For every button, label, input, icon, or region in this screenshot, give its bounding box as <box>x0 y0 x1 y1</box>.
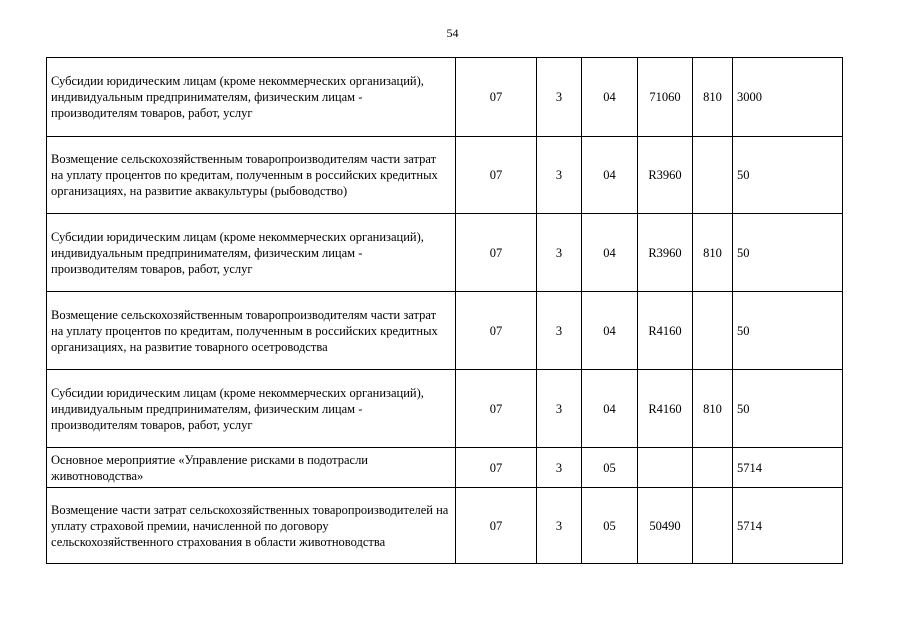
code-4: 50490 <box>638 488 693 564</box>
budget-table <box>46 57 843 564</box>
code-1: 07 <box>456 488 537 564</box>
code-1: 07 <box>456 214 537 292</box>
code-3: 04 <box>582 214 638 292</box>
code-1: 07 <box>456 370 537 448</box>
item-name: Основное мероприятие «Управление рисками в подотрасли животноводства» <box>47 448 456 488</box>
code-4: R3960 <box>638 214 693 292</box>
amount: 5714 <box>733 448 843 488</box>
code-5: 810 <box>693 214 733 292</box>
item-name: Субсидии юридическим лицам (кроме некоммерческих организаций), индивидуальным предпринимателям, физическим лицам - производителям товаров, работ, услуг <box>47 58 456 137</box>
amount: 50 <box>733 370 843 448</box>
code-2: 3 <box>537 448 582 488</box>
code-2: 3 <box>537 137 582 214</box>
code-3: 05 <box>582 488 638 564</box>
table-row <box>47 370 843 448</box>
code-1: 07 <box>456 58 537 137</box>
code-3: 04 <box>582 58 638 137</box>
code-4: R4160 <box>638 370 693 448</box>
amount: 50 <box>733 137 843 214</box>
table-row <box>47 292 843 370</box>
code-1: 07 <box>456 292 537 370</box>
code-5 <box>693 448 733 488</box>
table-row <box>47 448 843 488</box>
code-2: 3 <box>537 370 582 448</box>
code-3: 04 <box>582 292 638 370</box>
code-2: 3 <box>537 488 582 564</box>
code-5: 810 <box>693 58 733 137</box>
code-1: 07 <box>456 448 537 488</box>
code-3: 04 <box>582 137 638 214</box>
table-row <box>47 137 843 214</box>
code-3: 05 <box>582 448 638 488</box>
table-row <box>47 58 843 137</box>
amount: 5714 <box>733 488 843 564</box>
table-row <box>47 488 843 564</box>
item-name: Возмещение сельскохозяйственным товаропроизводителям части затрат на уплату процентов по кредитам, полученным в российских кредитных организациях, на развитие товарного осетроводства <box>47 292 456 370</box>
code-4 <box>638 448 693 488</box>
code-2: 3 <box>537 214 582 292</box>
code-4: 71060 <box>638 58 693 137</box>
item-name: Субсидии юридическим лицам (кроме некоммерческих организаций), индивидуальным предпринимателям, физическим лицам - производителям товаров, работ, услуг <box>47 370 456 448</box>
amount: 50 <box>733 214 843 292</box>
item-name: Субсидии юридическим лицам (кроме некоммерческих организаций), индивидуальным предпринимателям, физическим лицам - производителям товаров, работ, услуг <box>47 214 456 292</box>
code-3: 04 <box>582 370 638 448</box>
amount: 50 <box>733 292 843 370</box>
code-5 <box>693 137 733 214</box>
item-name: Возмещение сельскохозяйственным товаропроизводителям части затрат на уплату процентов по кредитам, полученным в российских кредитных организациях, на развитие аквакультуры (рыбоводство) <box>47 137 456 214</box>
code-5 <box>693 292 733 370</box>
code-4: R4160 <box>638 292 693 370</box>
page-number: 54 <box>446 26 459 40</box>
item-name: Возмещение части затрат сельскохозяйственных товаропроизводителей на уплату страховой премии, начисленной по договору сельскохозяйственного страхования в области животноводства <box>47 488 456 564</box>
code-2: 3 <box>537 58 582 137</box>
amount: 3000 <box>733 58 843 137</box>
table-row <box>47 214 843 292</box>
code-2: 3 <box>537 292 582 370</box>
code-5 <box>693 488 733 564</box>
code-5: 810 <box>693 370 733 448</box>
code-4: R3960 <box>638 137 693 214</box>
code-1: 07 <box>456 137 537 214</box>
